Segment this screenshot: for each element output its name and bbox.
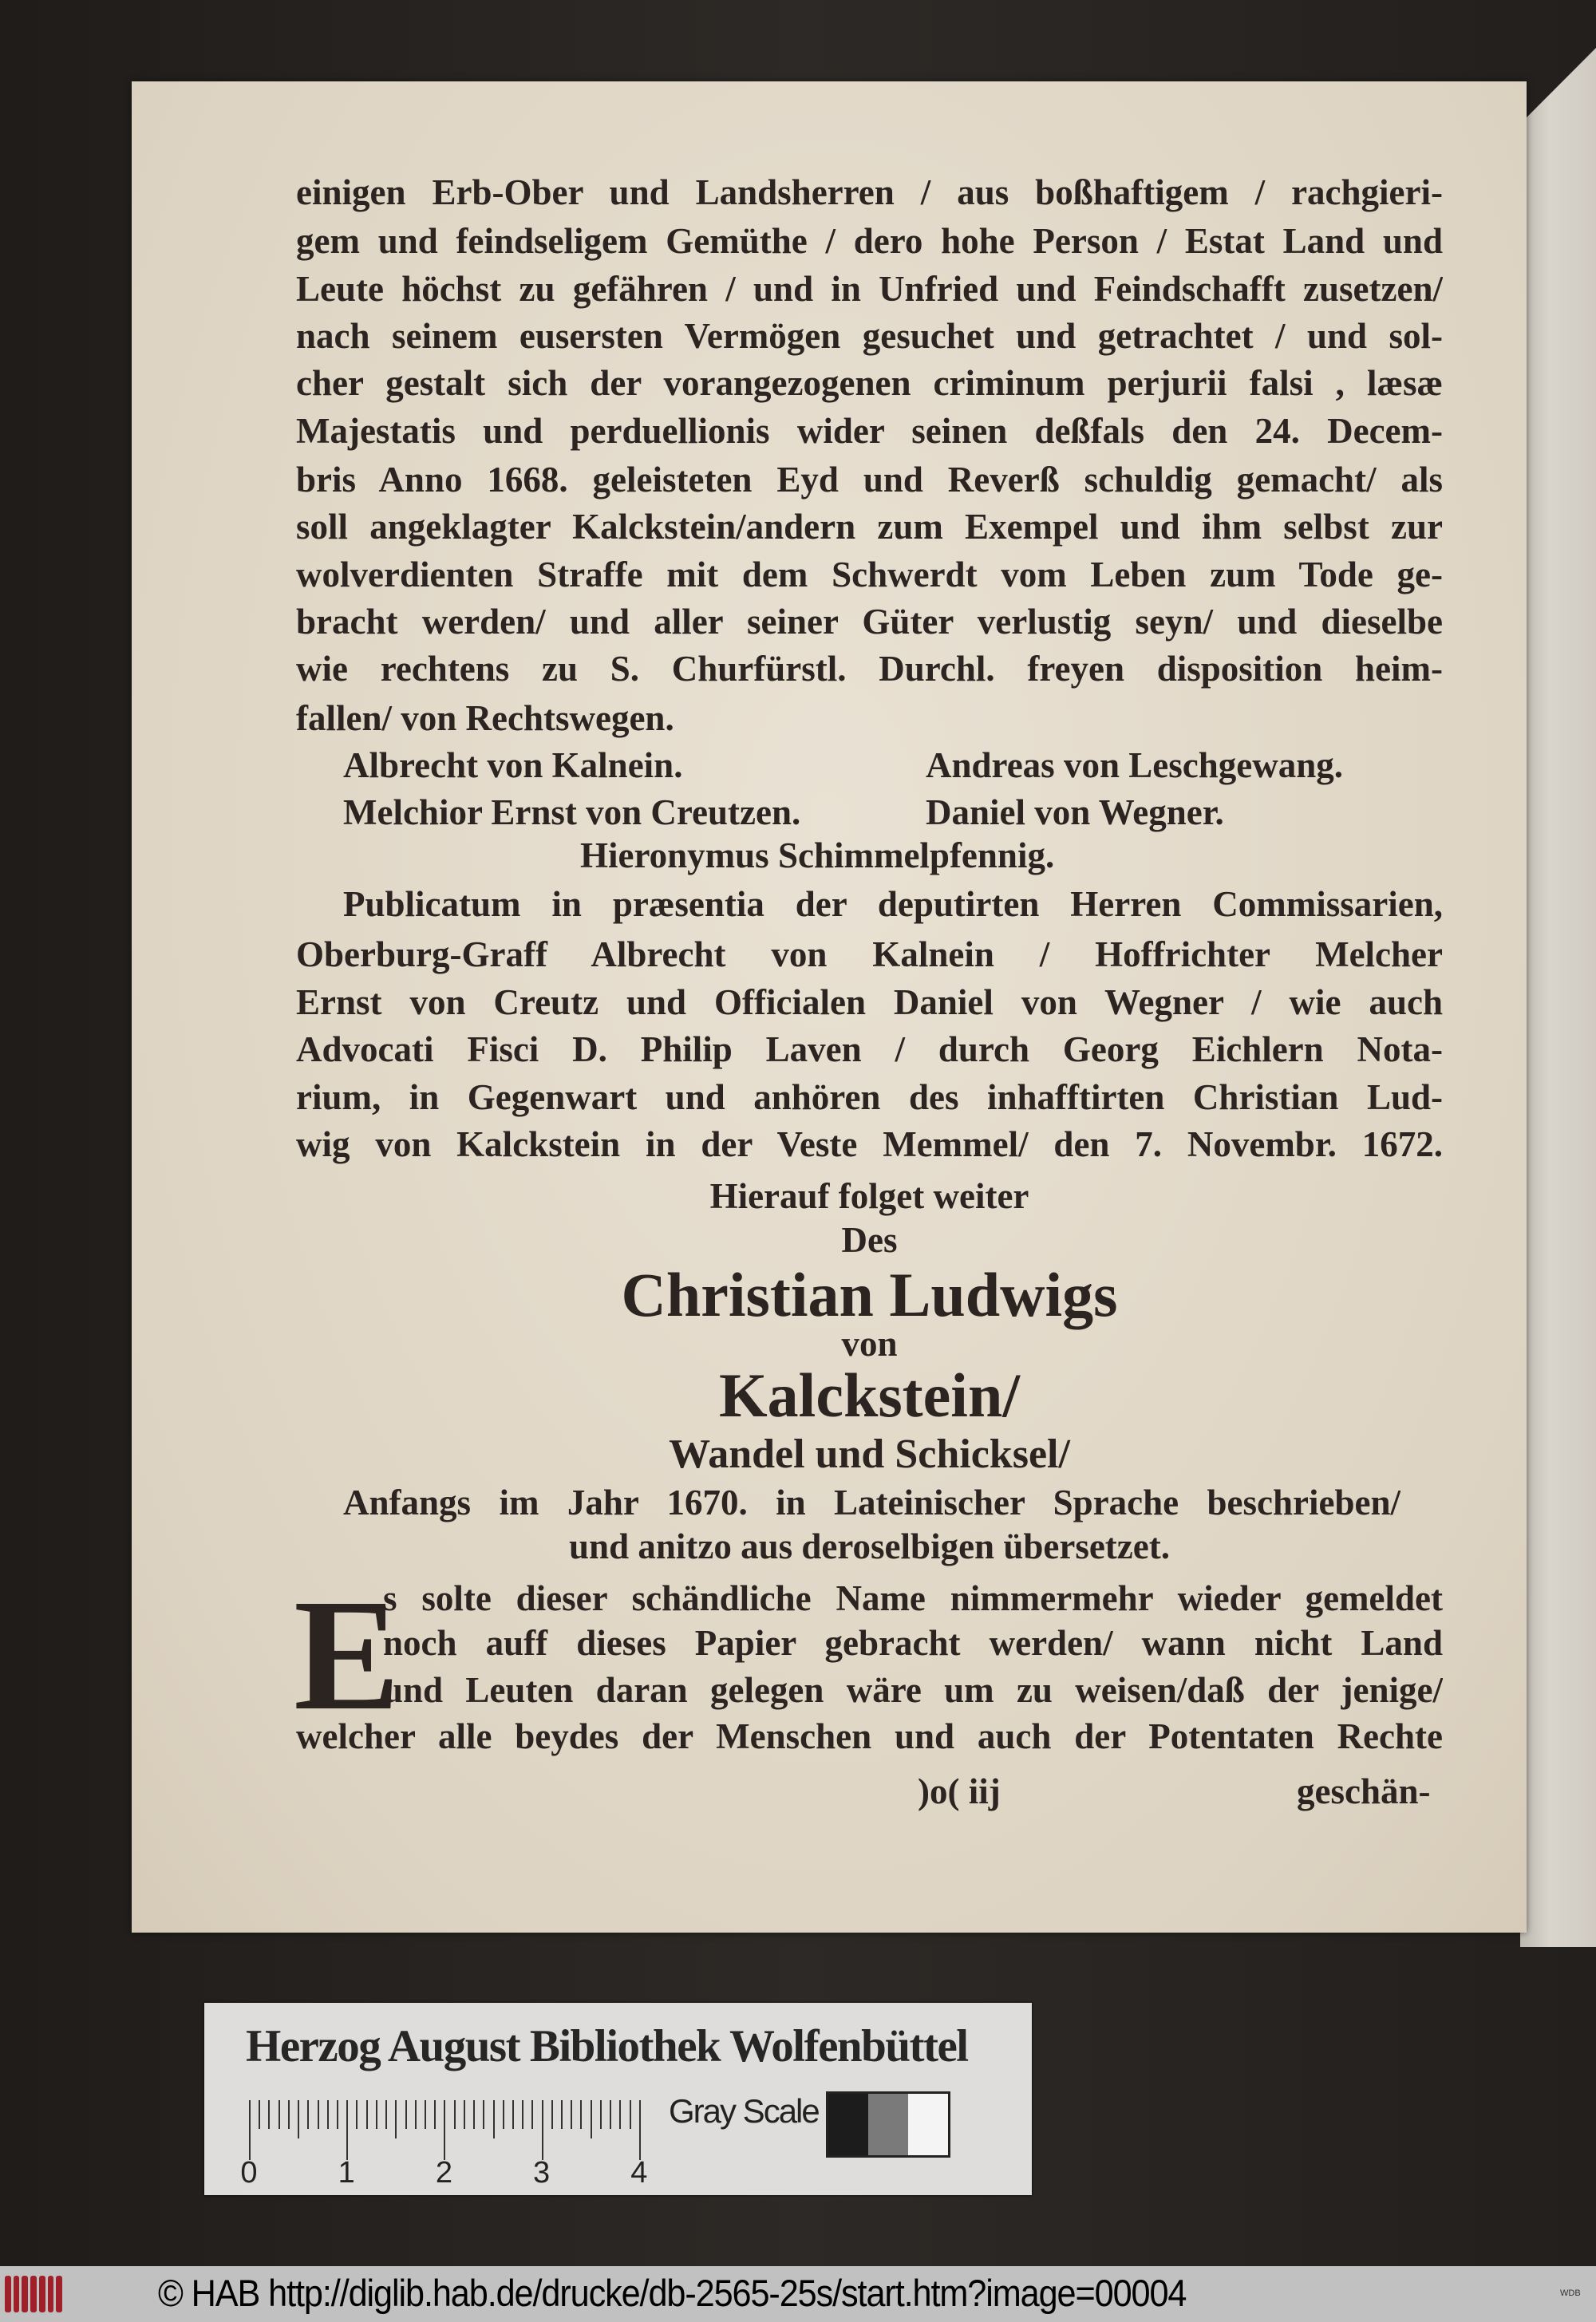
hab-logo-icon bbox=[5, 2276, 62, 2312]
title-line: und anitzo aus deroselbigen übersetzet. bbox=[569, 1526, 1170, 1567]
adjacent-page-edge bbox=[1520, 48, 1596, 1947]
ruler-label: 2 bbox=[435, 2156, 452, 2190]
gray-swatch bbox=[908, 2094, 948, 2155]
footer-bar bbox=[0, 2266, 1596, 2322]
publication-line: wig von Kalckstein in der Veste Memmel/ den 7. Novembr. 1672. bbox=[296, 1123, 1443, 1164]
library-name: Herzog August Bibliothek Wolfenbüttel bbox=[246, 2021, 968, 2071]
ruler-tick bbox=[512, 2100, 514, 2129]
ruler-tick bbox=[464, 2100, 465, 2129]
body-line: s solte dieser schändliche Name nimmermehr wieder gemeldet bbox=[383, 1578, 1443, 1619]
ruler-label: 3 bbox=[533, 2156, 551, 2190]
ruler-tick bbox=[561, 2100, 563, 2129]
ruler-tick bbox=[473, 2100, 475, 2129]
ruler-tick bbox=[503, 2100, 504, 2129]
signature-name: Hieronymus Schimmelpfennig. bbox=[580, 835, 1055, 876]
paragraph-line: cher gestalt sich der vorangezogenen criminum perjurii falsi , læsæ bbox=[296, 363, 1443, 404]
ruler-tick bbox=[425, 2100, 426, 2129]
ruler-tick bbox=[259, 2100, 260, 2129]
ruler-tick bbox=[600, 2100, 602, 2129]
title-name: Christian Ludwigs bbox=[621, 1260, 1118, 1330]
ruler-tick bbox=[580, 2100, 582, 2129]
ruler-tick bbox=[318, 2100, 319, 2129]
ruler-tick bbox=[327, 2100, 329, 2129]
paragraph-line: Majestatis und perduellionis wider seinen deßfals den 24. Decem- bbox=[296, 410, 1443, 451]
ruler-label: 1 bbox=[338, 2156, 355, 2190]
ruler-tick bbox=[639, 2100, 641, 2160]
paragraph-line: fallen/ von Rechtswegen. bbox=[296, 697, 674, 738]
ruler-tick bbox=[346, 2100, 348, 2160]
publication-line: Publicatum in præsentia der deputirten Herren Commissarien, bbox=[343, 884, 1443, 925]
title-surname: Kalckstein/ bbox=[718, 1360, 1020, 1431]
paragraph-line: einigen Erb-Ober und Landsherren / aus boßhaftigem / rachgieri- bbox=[296, 172, 1443, 213]
publication-line: rium, in Gegenwart und anhören des inhafftirten Christian Lud- bbox=[296, 1076, 1443, 1117]
ruler-tick bbox=[415, 2100, 417, 2129]
ruler-tick bbox=[591, 2100, 592, 2138]
ruler-tick bbox=[434, 2100, 436, 2129]
wdb-badge: WDB bbox=[1560, 2288, 1581, 2298]
paragraph-line: Leute höchst zu gefähren / und in Unfried und Feindschafft zusetzen/ bbox=[296, 268, 1443, 309]
signature-name: Melchior Ernst von Creutzen. bbox=[343, 792, 801, 833]
ruler-tick bbox=[405, 2100, 407, 2129]
ruler-tick bbox=[395, 2100, 397, 2138]
publication-line: Oberburg-Graff Albrecht von Kalnein / Hoffrichter Melcher bbox=[296, 934, 1443, 975]
ruler-tick bbox=[376, 2100, 377, 2129]
ruler-tick bbox=[454, 2100, 456, 2129]
ruler-tick bbox=[571, 2100, 572, 2129]
ruler-tick bbox=[307, 2100, 309, 2129]
paragraph-line: bris Anno 1668. geleisteten Eyd und Reverß schuldig gemacht/ als bbox=[296, 460, 1443, 500]
library-color-card bbox=[204, 2003, 1032, 2195]
signature-mark: )o( iij bbox=[918, 1771, 1001, 1811]
ruler-tick bbox=[288, 2100, 290, 2129]
paragraph-line: soll angeklagter Kalckstein/andern zum Exempel und ihm selbst zur bbox=[296, 507, 1443, 547]
body-line: und Leuten daran gelegen wäre um zu weisen/daß der jenige/ bbox=[383, 1670, 1443, 1711]
copyright-url[interactable]: © HAB http://diglib.hab.de/drucke/db-2565-25s/start.htm?image=00004 bbox=[158, 2272, 1187, 2314]
catchword: geschän- bbox=[1297, 1771, 1431, 1811]
gray-scale-label: Gray Scale bbox=[669, 2092, 819, 2130]
ruler-tick bbox=[279, 2100, 280, 2129]
publication-line: Ernst von Creutz und Officialen Daniel von Wegner / wie auch bbox=[296, 981, 1443, 1022]
ruler-tick bbox=[337, 2100, 338, 2129]
body-line: welcher alle beydes der Menschen und auch der Potentaten Rechte bbox=[296, 1716, 1443, 1756]
signature-name: Daniel von Wegner. bbox=[926, 792, 1224, 833]
body-line: noch auff dieses Papier gebracht werden/ wann nicht Land bbox=[383, 1623, 1443, 1664]
signature-name: Andreas von Leschgewang. bbox=[926, 745, 1343, 786]
ruler-tick bbox=[610, 2100, 611, 2129]
ruler-tick bbox=[542, 2100, 543, 2160]
paragraph-line: wie rechtens zu S. Churfürstl. Durchl. freyen disposition heim- bbox=[296, 649, 1443, 689]
ruler-tick bbox=[630, 2100, 631, 2129]
signature-name: Albrecht von Kalnein. bbox=[343, 745, 683, 786]
ruler-tick bbox=[298, 2100, 299, 2138]
ruler-tick bbox=[483, 2100, 484, 2129]
ruler-tick bbox=[268, 2100, 270, 2129]
title-intro: Hierauf folget weiter bbox=[709, 1175, 1029, 1216]
drop-cap: E bbox=[294, 1567, 401, 1743]
title-von: von bbox=[841, 1324, 898, 1364]
ruler-tick bbox=[356, 2100, 358, 2129]
ruler-label: 4 bbox=[630, 2156, 648, 2190]
ruler-tick bbox=[366, 2100, 368, 2129]
paragraph-line: bracht werden/ und aller seiner Güter verlustig seyn/ und dieselbe bbox=[296, 602, 1443, 642]
ruler-tick bbox=[444, 2100, 445, 2160]
paragraph-line: wolverdienten Straffe mit dem Schwerdt vom Leben zum Tode ge- bbox=[296, 554, 1443, 594]
ruler-tick bbox=[551, 2100, 553, 2129]
ruler-tick bbox=[619, 2100, 621, 2129]
title-des: Des bbox=[841, 1220, 898, 1261]
gray-swatch bbox=[868, 2094, 908, 2155]
ruler-tick bbox=[531, 2100, 533, 2129]
paragraph-line: gem und feindseligem Gemüthe / dero hohe Person / Estat Land und bbox=[296, 221, 1443, 262]
ruler-label: 0 bbox=[240, 2156, 258, 2190]
publication-line: Advocati Fisci D. Philip Laven / durch Georg Eichlern Nota- bbox=[296, 1029, 1443, 1070]
title-subtitle: Wandel und Schicksel/ bbox=[669, 1432, 1070, 1478]
ruler-tick bbox=[493, 2100, 495, 2138]
gray-swatch bbox=[828, 2094, 868, 2155]
ruler-tick bbox=[385, 2100, 387, 2129]
ruler-tick bbox=[522, 2100, 523, 2129]
gray-scale-swatches bbox=[826, 2091, 950, 2158]
ruler-tick bbox=[249, 2100, 251, 2160]
title-line: Anfangs im Jahr 1670. in Lateinischer Sprache beschrieben/ bbox=[343, 1482, 1400, 1522]
paragraph-line: nach seinem eusersten Vermögen gesuchet und getrachtet / und sol- bbox=[296, 316, 1443, 357]
